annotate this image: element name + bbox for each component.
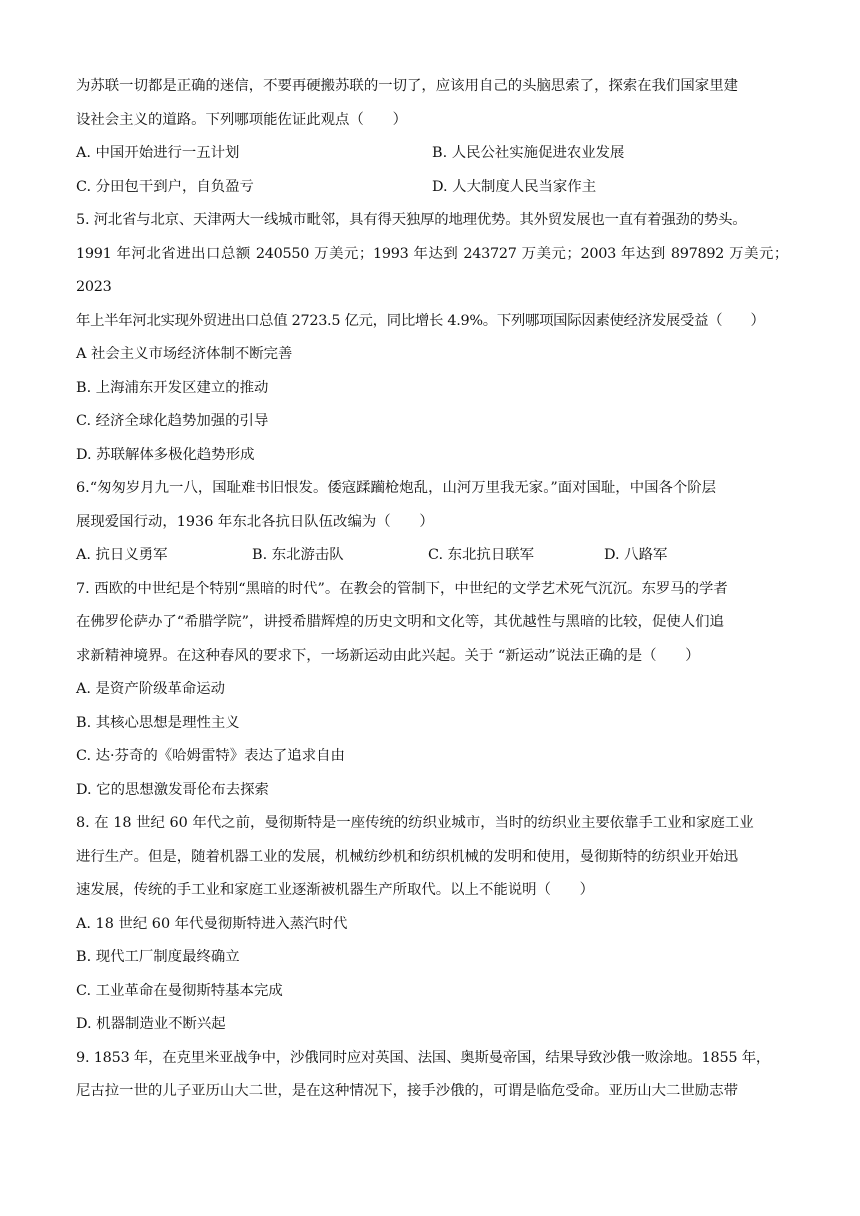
question-7-line: 7. 西欧的中世纪是个特别“黑暗的时代”。在教会的管制下，中世纪的文学艺术死气沉沉。东罗马的学者 bbox=[76, 580, 728, 597]
option-a[interactable]: A. 是资产阶级革命运动 bbox=[76, 681, 226, 697]
option-a[interactable]: A. 中国开始进行一五计划 bbox=[76, 145, 240, 161]
option-b[interactable]: B. 人民公社实施促进农业发展 bbox=[432, 145, 625, 161]
option-d[interactable]: D. 它的思想激发哥伦布去探索 bbox=[76, 781, 269, 798]
question-5-line: 1991 年河北省进出口总额 240550 万美元；1993 年达到 243727 万美元；2003 年达到 897892 万美元；2023 bbox=[76, 245, 788, 295]
option-d[interactable]: D. 人大制度人民当家作主 bbox=[432, 178, 597, 195]
exam-page bbox=[76, 70, 788, 1109]
question-7-line: 求新精神境界。在这种春风的要求下，一场新运动由此兴起。关于 “新运动”说法正确的是（ ） bbox=[76, 647, 700, 664]
option-d[interactable]: D. 机器制造业不断兴起 bbox=[76, 1016, 226, 1032]
option-c[interactable]: C. 东北抗日联军 bbox=[428, 547, 534, 563]
option-a[interactable]: A 社会主义市场经济体制不断完善 bbox=[76, 346, 293, 362]
question-9 bbox=[76, 1042, 788, 1109]
question-6 bbox=[76, 472, 788, 573]
question-7-line: 在佛罗伦萨办了“希腊学院”，讲授希腊辉煌的历史文明和文化等，其优越性与黑暗的比较，促使人们追 bbox=[76, 614, 724, 630]
option-d[interactable]: D. 八路军 bbox=[604, 547, 668, 563]
question-8-line: 8. 在 18 世纪 60 年代之前，曼彻斯特是一座传统的纺织业城市，当时的纺织业主要依靠手工业和家庭工业 bbox=[76, 815, 754, 831]
question-4-options-row bbox=[76, 171, 788, 205]
question-5 bbox=[76, 204, 788, 472]
option-c[interactable]: C. 经济全球化趋势加强的引导 bbox=[76, 413, 269, 429]
question-8-line: 速发展，传统的手工业和家庭工业逐渐被机器生产所取代。以上不能说明（ ） bbox=[76, 882, 595, 898]
option-c[interactable]: C. 达·芬奇的《哈姆雷特》表达了追求自由 bbox=[76, 748, 345, 764]
question-4 bbox=[76, 70, 788, 204]
question-4-line: 设社会主义的道路。下列哪项能佐证此观点（ ） bbox=[76, 111, 407, 128]
option-a[interactable]: A. 抗日义勇军 bbox=[76, 547, 168, 563]
option-b[interactable]: B. 其核心思想是理性主义 bbox=[76, 714, 240, 731]
question-4-options-row bbox=[76, 137, 788, 171]
option-b[interactable]: B. 上海浦东开发区建立的推动 bbox=[76, 379, 269, 396]
question-6-line: 展现爱国行动，1936 年东北各抗日队伍改编为（ ） bbox=[76, 513, 434, 530]
question-4-line: 为苏联一切都是正确的迷信，不要再硬搬苏联的一切了，应该用自己的头脑思索了，探索在我们国家里建 bbox=[76, 78, 738, 94]
option-b[interactable]: B. 现代工厂制度最终确立 bbox=[76, 949, 240, 965]
question-8-line: 进行生产。但是，随着机器工业的发展，机械纺纱机和纺织机械的发明和使用，曼彻斯特的纺织业开始迅 bbox=[76, 848, 738, 865]
question-6-line: 6.“匆匆岁月九一八，国耻难书旧恨发。倭寇蹂躏枪炮乱，山河万里我无家。”面对国耻，中国各个阶层 bbox=[76, 480, 717, 496]
option-c[interactable]: C. 工业革命在曼彻斯特基本完成 bbox=[76, 982, 283, 999]
question-9-line: 9. 1853 年，在克里米亚战争中，沙俄同时应对英国、法国、奥斯曼帝国，结果导致沙俄一败涂地。1855 年， bbox=[76, 1049, 771, 1066]
question-5-line: 5. 河北省与北京、天津两大一线城市毗邻，具有得天独厚的地理优势。其外贸发展也一直有着强劲的势头。 bbox=[76, 212, 747, 228]
question-9-line: 尼古拉一世的儿子亚历山大二世，是在这种情况下，接手沙俄的，可谓是临危受命。亚历山大二世励志带 bbox=[76, 1083, 738, 1099]
question-5-line: 年上半年河北实现外贸进出口总值 2723.5 亿元，同比增长 4.9%。下列哪项国际因素使经济发展受益（ ） bbox=[76, 312, 765, 329]
question-6-options-row bbox=[76, 539, 788, 573]
option-d[interactable]: D. 苏联解体多极化趋势形成 bbox=[76, 446, 255, 463]
option-c[interactable]: C. 分田包干到户，自负盈亏 bbox=[76, 178, 254, 195]
option-b[interactable]: B. 东北游击队 bbox=[252, 547, 344, 563]
question-8 bbox=[76, 807, 788, 1042]
option-a[interactable]: A. 18 世纪 60 年代曼彻斯特进入蒸汽时代 bbox=[76, 915, 348, 932]
question-7 bbox=[76, 573, 788, 808]
